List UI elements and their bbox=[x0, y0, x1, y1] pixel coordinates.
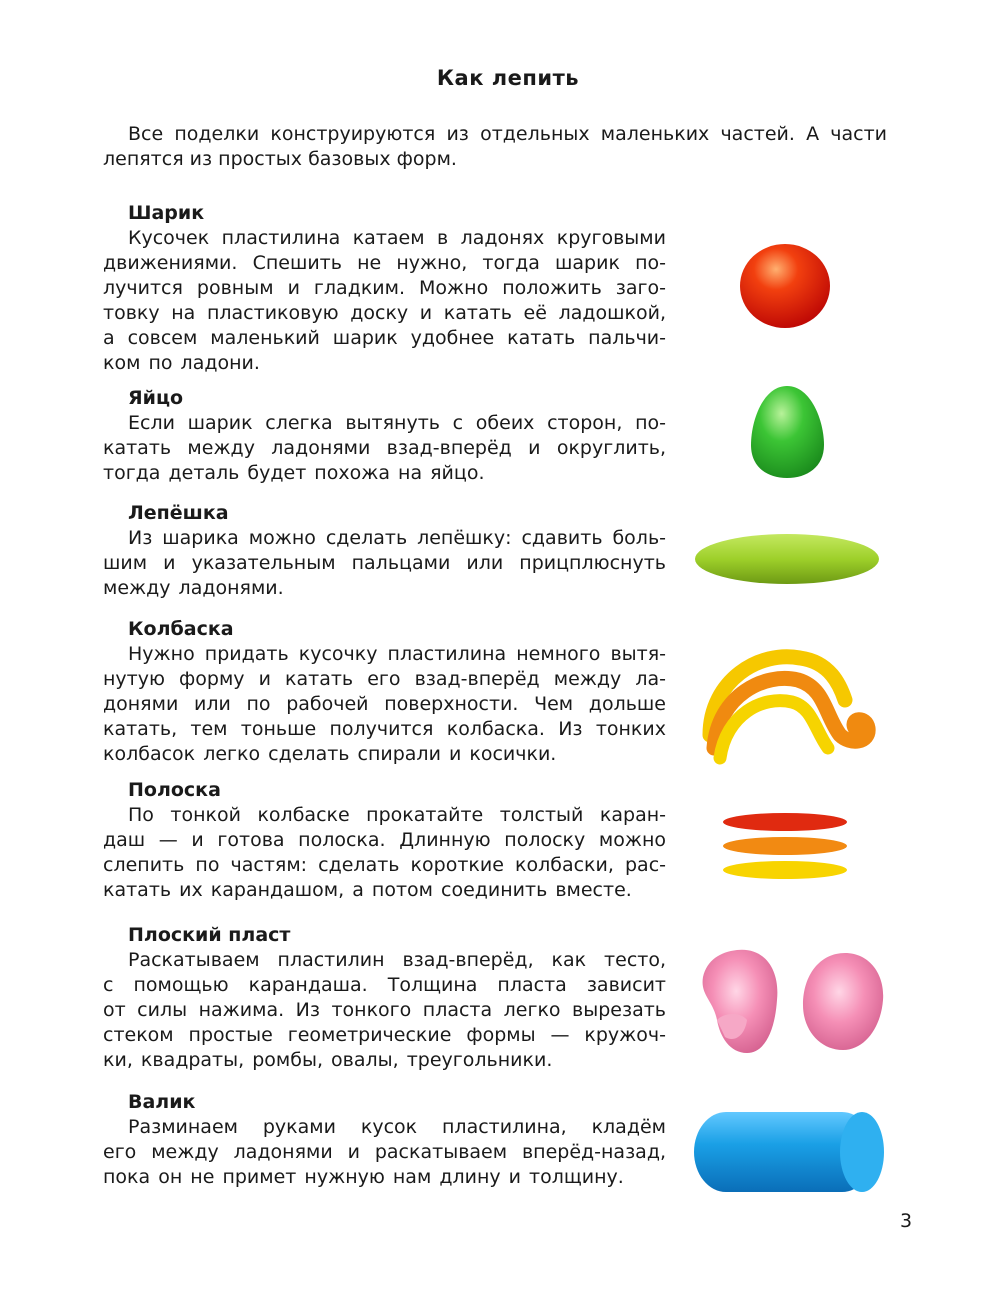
text-line: катать, тем тоньше получится колбаска. Из тонких bbox=[103, 718, 666, 740]
section-heading: Валик bbox=[128, 1091, 196, 1113]
text-line: стеком простые геометрические формы — кружоч- bbox=[103, 1024, 666, 1046]
section-flatcake bbox=[103, 501, 666, 601]
text-line: Из шарика можно сделать лепёшку: сдавить боль- bbox=[128, 527, 666, 549]
section-strip bbox=[103, 778, 666, 903]
egg-shape bbox=[751, 386, 824, 478]
section-text bbox=[103, 803, 666, 903]
text-line: шим и указательным пальцами или прицплюснуть bbox=[103, 552, 666, 574]
section-heading: Шарик bbox=[128, 202, 205, 224]
text-line: лучится ровным и гладким. Можно положить заго- bbox=[103, 277, 666, 299]
section-heading: Лепёшка bbox=[128, 502, 229, 524]
section-text bbox=[103, 642, 666, 767]
egg-illustration bbox=[745, 383, 830, 481]
text-line: пока он не примет нужную нам длину и толщину. bbox=[103, 1166, 624, 1188]
intro-line: лепятся из простых базовых форм. bbox=[103, 148, 457, 170]
page-number: 3 bbox=[900, 1210, 913, 1232]
text-line: Раскатываем пластилин взад-вперёд, как тесто, bbox=[128, 949, 666, 971]
section-text bbox=[103, 1115, 666, 1190]
strip-orange bbox=[723, 837, 847, 855]
strip-illustration bbox=[720, 808, 850, 886]
pink-sheet-rolled bbox=[703, 950, 778, 1053]
sausage-illustration bbox=[700, 640, 880, 765]
text-line: даш — и готова полоска. Длинную полоску можно bbox=[103, 829, 666, 851]
text-line: между ладонями. bbox=[103, 577, 284, 599]
section-heading: Яйцо bbox=[128, 387, 184, 409]
intro-paragraph bbox=[103, 122, 887, 172]
text-line: Разминаем руками кусок пластилина, кладём bbox=[128, 1116, 666, 1138]
flatcake-shape bbox=[695, 534, 879, 584]
text-line: Если шарик слегка вытянуть с обеих сторон, по- bbox=[128, 412, 666, 434]
text-line: от силы нажима. Из тонкого пласта легко вырезать bbox=[103, 999, 666, 1021]
text-line: Кусочек пластилина катаем в ладонях круговыми bbox=[128, 227, 666, 249]
text-line: тогда деталь будет похожа на яйцо. bbox=[103, 462, 485, 484]
section-text bbox=[103, 526, 666, 601]
pink-sheet-flat bbox=[803, 953, 883, 1050]
text-line: катать между ладонями взад-вперёд и округлить, bbox=[103, 437, 666, 459]
strip-yellow bbox=[723, 861, 847, 879]
text-line: ком по ладони. bbox=[103, 352, 260, 374]
section-heading: Полоска bbox=[128, 779, 221, 801]
text-line: колбасок легко сделать спирали и косички. bbox=[103, 743, 557, 765]
roller-end bbox=[840, 1112, 884, 1192]
roller-illustration bbox=[690, 1108, 890, 1196]
text-line: ки, квадраты, ромбы, овалы, треугольники. bbox=[103, 1049, 553, 1071]
text-line: донями или по рабочей поверхности. Чем дольше bbox=[103, 693, 666, 715]
section-text bbox=[103, 411, 666, 486]
strip-red bbox=[723, 813, 847, 831]
text-line: его между ладонями и раскатываем вперёд-назад, bbox=[103, 1141, 666, 1163]
text-line: нутую форму и катать его взад-вперёд между ла- bbox=[103, 668, 666, 690]
section-ball bbox=[103, 201, 666, 376]
section-text bbox=[103, 226, 666, 376]
flatcake-illustration bbox=[690, 528, 885, 588]
text-line: товку на пластиковую доску и катать её ладошкой, bbox=[103, 302, 666, 324]
ball-illustration bbox=[735, 238, 835, 330]
section-flat-sheet bbox=[103, 923, 666, 1073]
flat-sheet-illustration bbox=[695, 945, 890, 1060]
page-title: Как лепить bbox=[436, 66, 580, 90]
text-line: Нужно придать кусочку пластилина немного вытя- bbox=[128, 643, 666, 665]
section-roller bbox=[103, 1090, 666, 1190]
section-sausage bbox=[103, 617, 666, 767]
section-heading: Плоский пласт bbox=[128, 924, 291, 946]
text-line: По тонкой колбаске прокатайте толстый каран- bbox=[128, 804, 666, 826]
text-line: с помощью карандаша. Толщина пласта зависит bbox=[103, 974, 666, 996]
section-egg bbox=[103, 386, 666, 486]
section-text bbox=[103, 948, 666, 1073]
section-heading: Колбаска bbox=[128, 618, 234, 640]
text-line: а совсем маленький шарик удобнее катать пальчи- bbox=[103, 327, 666, 349]
text-line: движениями. Спешить не нужно, тогда шарик по- bbox=[103, 252, 666, 274]
ball-shape bbox=[740, 244, 830, 328]
text-line: катать их карандашом, а потом соединить вместе. bbox=[103, 879, 632, 901]
text-line: слепить по частям: сделать короткие колбаски, рас- bbox=[103, 854, 666, 876]
intro-line: Все поделки конструируются из отдельных маленьких частей. А части bbox=[128, 123, 887, 145]
